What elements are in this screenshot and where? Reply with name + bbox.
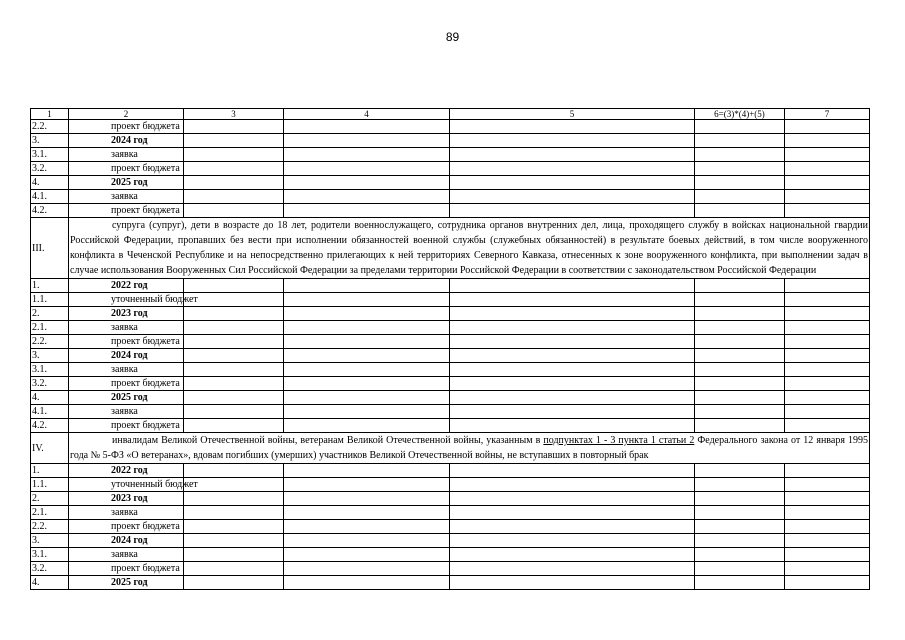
row-label: проект бюджета [69, 335, 184, 349]
section-number: IV. [31, 433, 69, 464]
row-number: 3. [31, 134, 69, 148]
row-number: 3.2. [31, 377, 69, 391]
row-number: 2. [31, 492, 69, 506]
empty-cell [284, 478, 450, 492]
table-row [31, 120, 870, 134]
empty-cell [284, 419, 450, 433]
empty-cell [450, 279, 695, 293]
empty-cell [695, 335, 785, 349]
empty-cell [785, 562, 870, 576]
empty-cell [695, 405, 785, 419]
empty-cell [284, 120, 450, 134]
empty-cell [785, 478, 870, 492]
column-header: 4 [284, 109, 450, 120]
row-number: 4.2. [31, 419, 69, 433]
row-number: 1.1. [31, 478, 69, 492]
empty-cell [785, 363, 870, 377]
empty-cell [450, 506, 695, 520]
empty-cell [785, 464, 870, 478]
empty-cell [785, 307, 870, 321]
empty-cell [184, 506, 284, 520]
table-row [31, 335, 870, 349]
empty-cell [284, 279, 450, 293]
budget-table [30, 108, 870, 590]
empty-cell [695, 419, 785, 433]
row-label: уточненный бюджет [69, 478, 184, 492]
empty-cell [450, 162, 695, 176]
empty-cell [184, 405, 284, 419]
empty-cell [450, 391, 695, 405]
row-number: 3.1. [31, 548, 69, 562]
table-row [31, 377, 870, 391]
empty-cell [184, 478, 284, 492]
empty-cell [450, 293, 695, 307]
section-text [69, 433, 870, 464]
table-row [31, 464, 870, 478]
empty-cell [284, 148, 450, 162]
empty-cell [184, 391, 284, 405]
empty-cell [695, 279, 785, 293]
empty-cell [284, 176, 450, 190]
row-label: 2024 год [69, 349, 184, 363]
table-row [31, 548, 870, 562]
empty-cell [184, 562, 284, 576]
empty-cell [284, 204, 450, 218]
empty-cell [450, 419, 695, 433]
empty-cell [284, 293, 450, 307]
empty-cell [184, 148, 284, 162]
row-number: 1. [31, 279, 69, 293]
row-number: 3.1. [31, 148, 69, 162]
empty-cell [184, 534, 284, 548]
empty-cell [785, 321, 870, 335]
row-number: 2.2. [31, 520, 69, 534]
empty-cell [450, 134, 695, 148]
empty-cell [785, 162, 870, 176]
empty-cell [695, 293, 785, 307]
empty-cell [695, 492, 785, 506]
empty-cell [284, 562, 450, 576]
empty-cell [284, 534, 450, 548]
empty-cell [695, 478, 785, 492]
empty-cell [184, 363, 284, 377]
table-row [31, 562, 870, 576]
empty-cell [450, 520, 695, 534]
table-row [31, 321, 870, 335]
empty-cell [184, 307, 284, 321]
empty-cell [184, 548, 284, 562]
empty-cell [284, 576, 450, 590]
empty-cell [284, 492, 450, 506]
empty-cell [284, 520, 450, 534]
empty-cell [695, 534, 785, 548]
empty-cell [284, 405, 450, 419]
empty-cell [184, 321, 284, 335]
empty-cell [695, 134, 785, 148]
empty-cell [450, 176, 695, 190]
table-row [31, 534, 870, 548]
row-number: 4. [31, 576, 69, 590]
empty-cell [184, 492, 284, 506]
empty-cell [184, 190, 284, 204]
row-label: 2024 год [69, 534, 184, 548]
empty-cell [184, 335, 284, 349]
row-number: 2.2. [31, 120, 69, 134]
empty-cell [184, 377, 284, 391]
column-header: 2 [69, 109, 184, 120]
row-label: заявка [69, 190, 184, 204]
table-row [31, 405, 870, 419]
empty-cell [785, 506, 870, 520]
empty-cell [184, 293, 284, 307]
row-label: заявка [69, 363, 184, 377]
table-row [31, 204, 870, 218]
empty-cell [284, 190, 450, 204]
table-row [31, 363, 870, 377]
empty-cell [785, 391, 870, 405]
row-label: заявка [69, 405, 184, 419]
table-row [31, 391, 870, 405]
empty-cell [695, 548, 785, 562]
empty-cell [695, 391, 785, 405]
empty-cell [785, 176, 870, 190]
empty-cell [184, 279, 284, 293]
empty-cell [695, 576, 785, 590]
empty-cell [695, 520, 785, 534]
empty-cell [184, 134, 284, 148]
row-number: 4. [31, 176, 69, 190]
empty-cell [695, 148, 785, 162]
empty-cell [284, 391, 450, 405]
row-label: заявка [69, 148, 184, 162]
empty-cell [785, 190, 870, 204]
empty-cell [184, 520, 284, 534]
row-number: 3.2. [31, 562, 69, 576]
empty-cell [184, 120, 284, 134]
row-label: уточненный бюджет [69, 293, 184, 307]
empty-cell [284, 162, 450, 176]
empty-cell [450, 190, 695, 204]
empty-cell [450, 534, 695, 548]
empty-cell [184, 349, 284, 363]
row-number: 2.2. [31, 335, 69, 349]
section-number: III. [31, 218, 69, 279]
empty-cell [184, 176, 284, 190]
row-number: 1. [31, 464, 69, 478]
empty-cell [785, 576, 870, 590]
empty-cell [785, 405, 870, 419]
row-label: проект бюджета [69, 204, 184, 218]
empty-cell [450, 548, 695, 562]
empty-cell [450, 148, 695, 162]
empty-cell [695, 321, 785, 335]
empty-cell [450, 576, 695, 590]
empty-cell [785, 204, 870, 218]
row-label: проект бюджета [69, 520, 184, 534]
table-row [31, 176, 870, 190]
empty-cell [785, 492, 870, 506]
table-row [31, 478, 870, 492]
table-row [31, 492, 870, 506]
row-number: 4.1. [31, 405, 69, 419]
empty-cell [785, 279, 870, 293]
table-row [31, 520, 870, 534]
empty-cell [450, 405, 695, 419]
empty-cell [450, 478, 695, 492]
empty-cell [284, 548, 450, 562]
empty-cell [184, 464, 284, 478]
empty-cell [284, 307, 450, 321]
empty-cell [450, 377, 695, 391]
empty-cell [785, 377, 870, 391]
table-row [31, 293, 870, 307]
table-row [31, 576, 870, 590]
row-number: 4.1. [31, 190, 69, 204]
empty-cell [785, 419, 870, 433]
empty-cell [284, 464, 450, 478]
empty-cell [695, 506, 785, 520]
row-label: заявка [69, 506, 184, 520]
table-row [31, 134, 870, 148]
table-row [31, 279, 870, 293]
column-header: 3 [184, 109, 284, 120]
table-row [31, 190, 870, 204]
row-number: 1.1. [31, 293, 69, 307]
table-row [31, 506, 870, 520]
empty-cell [695, 377, 785, 391]
empty-cell [695, 162, 785, 176]
empty-cell [184, 419, 284, 433]
empty-cell [695, 349, 785, 363]
column-header: 6=(3)*(4)+(5) [695, 109, 785, 120]
empty-cell [785, 120, 870, 134]
empty-cell [785, 534, 870, 548]
row-label: 2025 год [69, 176, 184, 190]
empty-cell [284, 506, 450, 520]
empty-cell [785, 293, 870, 307]
page-number: 89 [445, 30, 460, 44]
law-reference-link[interactable]: подпунктах 1 - 3 пункта 1 статьи 2 [543, 435, 695, 446]
empty-cell [450, 335, 695, 349]
empty-cell [695, 307, 785, 321]
row-number: 4. [31, 391, 69, 405]
empty-cell [450, 464, 695, 478]
column-header: 1 [31, 109, 69, 120]
empty-cell [785, 148, 870, 162]
table-row [31, 162, 870, 176]
empty-cell [695, 204, 785, 218]
table-row [31, 148, 870, 162]
row-label: проект бюджета [69, 162, 184, 176]
empty-cell [284, 349, 450, 363]
column-header: 7 [785, 109, 870, 120]
empty-cell [450, 363, 695, 377]
row-number: 3. [31, 349, 69, 363]
table-row [31, 349, 870, 363]
empty-cell [695, 464, 785, 478]
row-number: 2. [31, 307, 69, 321]
empty-cell [785, 335, 870, 349]
row-label: 2023 год [69, 492, 184, 506]
empty-cell [785, 520, 870, 534]
empty-cell [450, 321, 695, 335]
empty-cell [284, 321, 450, 335]
row-label: заявка [69, 548, 184, 562]
row-label: 2022 год [69, 464, 184, 478]
row-label: 2022 год [69, 279, 184, 293]
row-label: 2025 год [69, 391, 184, 405]
table-row [31, 419, 870, 433]
empty-cell [284, 134, 450, 148]
row-number: 3.2. [31, 162, 69, 176]
table-row [31, 307, 870, 321]
row-label: 2024 год [69, 134, 184, 148]
empty-cell [184, 576, 284, 590]
row-number: 3. [31, 534, 69, 548]
section-row [31, 218, 870, 279]
column-header-row [31, 109, 870, 120]
empty-cell [450, 492, 695, 506]
row-number: 4.2. [31, 204, 69, 218]
column-header: 5 [450, 109, 695, 120]
row-label: 2023 год [69, 307, 184, 321]
empty-cell [184, 204, 284, 218]
empty-cell [284, 335, 450, 349]
empty-cell [450, 204, 695, 218]
row-label: проект бюджета [69, 377, 184, 391]
row-number: 2.1. [31, 321, 69, 335]
row-label: 2025 год [69, 576, 184, 590]
empty-cell [695, 562, 785, 576]
empty-cell [695, 190, 785, 204]
empty-cell [695, 176, 785, 190]
empty-cell [785, 548, 870, 562]
section-text-after: Федерального закона от 12 января 1995 года № 5-ФЗ «О ветеранах», вдовам погибших (умерших) участников Великой Отечественной войны, не вступавших в повторный брак [70, 435, 868, 461]
section-row [31, 433, 870, 464]
empty-cell [450, 349, 695, 363]
empty-cell [695, 363, 785, 377]
section-text-before: инвалидам Великой Отечественной войны, ветеранам Великой Отечественной войны, указанным в [112, 435, 544, 446]
row-number: 2.1. [31, 506, 69, 520]
row-label: заявка [69, 321, 184, 335]
section-text: супруга (супруг), дети в возрасте до 18 лет, родители военнослужащего, сотрудника органов внутренних дел, лица, проходящего службу в войсках национальной гвардии Российской Федерации, пропавших без вести при исполнении обязанностей военной службы (служебных обязанностей) в результате боевых действий, в том числе вооруженного конфликта в Чеченской Республике и на непосредственно прилегающих к ней территориях Северного Кавказа, отнесенных к зоне вооруженного конфликта, при выполнении задач в случае использования Вооруженных Сил Российской Федерации за пределами территории Российской Федерации в соответствии с законодательством Российской Федерации [69, 218, 870, 279]
empty-cell [450, 307, 695, 321]
empty-cell [785, 134, 870, 148]
row-label: проект бюджета [69, 419, 184, 433]
empty-cell [284, 377, 450, 391]
row-label: проект бюджета [69, 562, 184, 576]
row-number: 3.1. [31, 363, 69, 377]
empty-cell [450, 120, 695, 134]
row-label: проект бюджета [69, 120, 184, 134]
empty-cell [184, 162, 284, 176]
empty-cell [785, 349, 870, 363]
empty-cell [450, 562, 695, 576]
empty-cell [284, 363, 450, 377]
empty-cell [695, 120, 785, 134]
